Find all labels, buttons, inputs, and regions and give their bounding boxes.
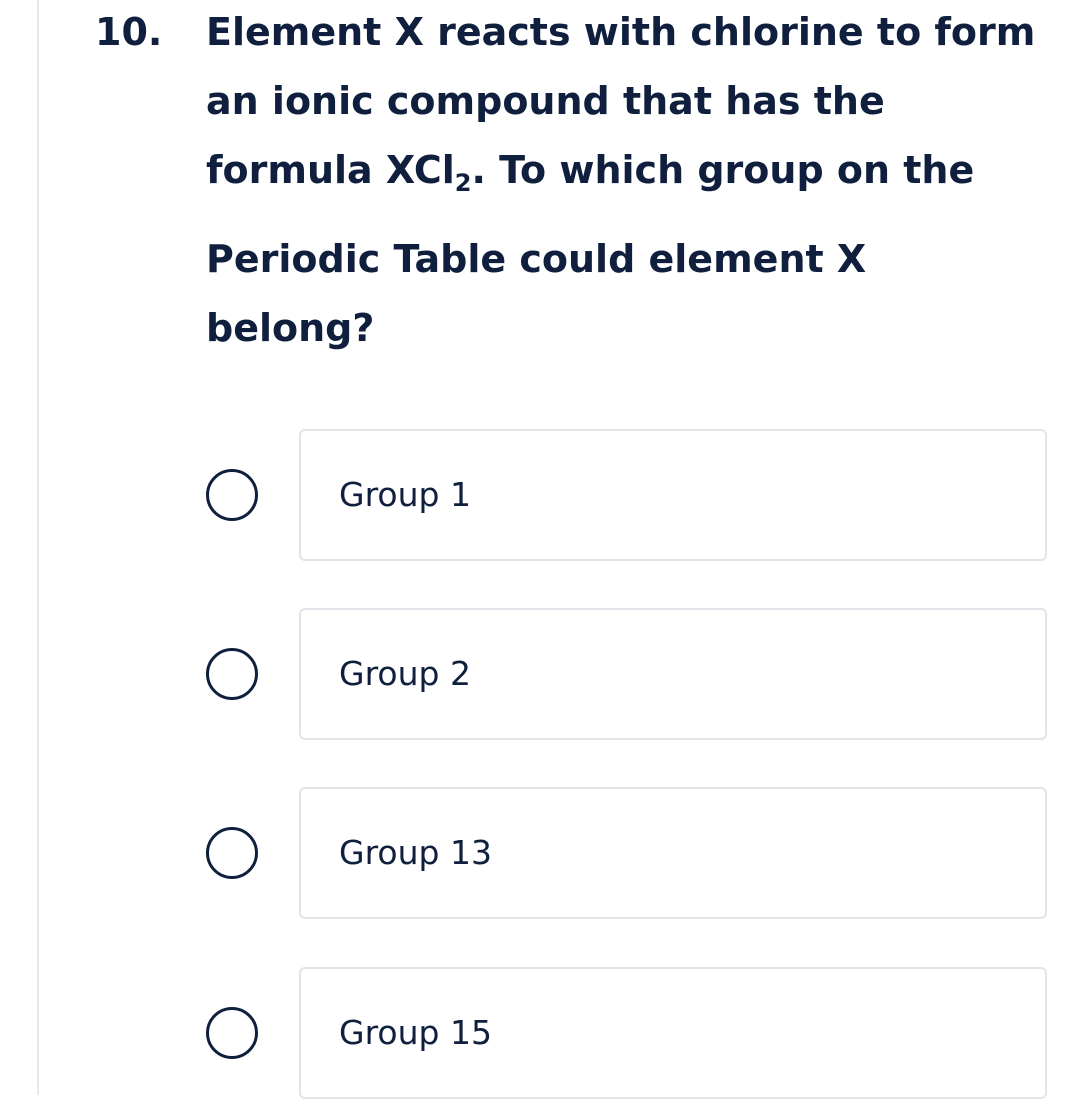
formula-text: formula XCl (206, 148, 455, 192)
answer-option-label-1: Group 1 (339, 475, 471, 514)
answer-option-3[interactable] (206, 787, 1048, 919)
radio-button-3[interactable] (206, 827, 258, 879)
radio-button-2[interactable] (206, 648, 258, 700)
answer-option-label-3: Group 13 (339, 833, 492, 872)
answer-option-label-2: Group 2 (339, 654, 471, 693)
question-line-3-rest: . To which group on the (471, 148, 975, 192)
answer-option-1[interactable] (206, 429, 1048, 561)
question-line-1: Element X reacts with chlorine to form (206, 10, 1036, 54)
question-line-4: Periodic Table could element X (206, 237, 867, 281)
answer-option-box-1[interactable] (299, 429, 1047, 561)
formula-subscript: 2 (454, 169, 472, 197)
answer-option-4[interactable] (206, 967, 1048, 1099)
answer-option-label-4: Group 15 (339, 1013, 492, 1052)
answer-option-2[interactable] (206, 608, 1048, 740)
radio-button-1[interactable] (206, 469, 258, 521)
answer-option-box-4[interactable] (299, 967, 1047, 1099)
question-line-5: belong? (206, 306, 375, 350)
left-border-line (37, 0, 39, 1095)
question-line-3 (206, 144, 974, 196)
answer-option-box-2[interactable] (299, 608, 1047, 740)
radio-button-4[interactable] (206, 1007, 258, 1059)
question-line-2: an ionic compound that has the (206, 79, 885, 123)
question-number: 10. (95, 10, 163, 54)
answer-option-box-3[interactable] (299, 787, 1047, 919)
